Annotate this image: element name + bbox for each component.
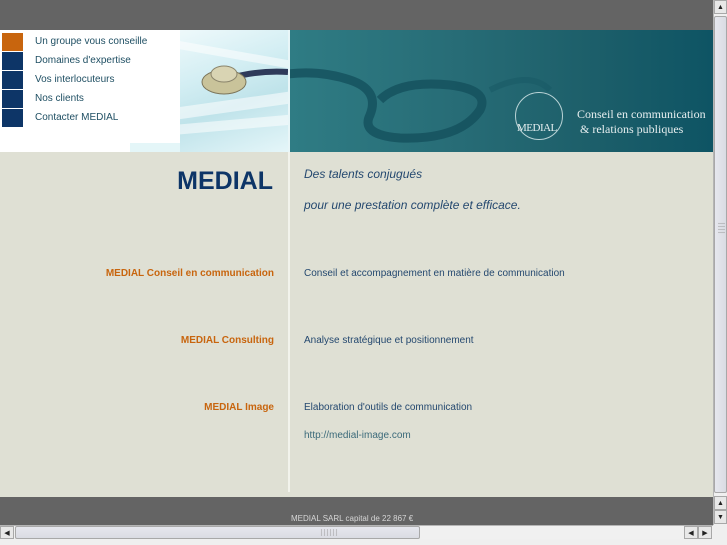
menu-item-groupe[interactable] xyxy=(0,32,178,51)
scroll-left-button[interactable] xyxy=(0,526,14,539)
menu-item-label: Vos interlocuteurs xyxy=(35,74,115,85)
service-desc-conseil: Conseil et accompagnement en matière de communication xyxy=(304,268,565,279)
menu-bullet-icon xyxy=(2,90,23,108)
arrow-left-icon: ◀ xyxy=(4,529,10,537)
scroll-right-button[interactable] xyxy=(698,526,712,539)
service-name-image: MEDIAL Image xyxy=(204,402,274,413)
footer-text: MEDIAL SARL capital de 22 867 € xyxy=(291,514,414,523)
arrow-up-icon: ▲ xyxy=(717,499,724,507)
stethoscope-image-icon xyxy=(180,30,288,152)
arrow-left-icon: ◀ xyxy=(688,529,694,537)
nav-menu xyxy=(0,30,180,152)
page-title: MEDIAL xyxy=(177,167,273,195)
menu-item-domaines[interactable] xyxy=(0,51,178,70)
arrow-right-icon: ▶ xyxy=(702,529,708,537)
banner-tagline xyxy=(577,107,706,137)
menu-item-label: Nos clients xyxy=(35,93,84,104)
menu-item-interlocuteurs[interactable] xyxy=(0,70,178,89)
menu-bullet-icon xyxy=(2,71,23,89)
grip-icon xyxy=(320,529,338,536)
horizontal-scrollbar[interactable] xyxy=(0,525,713,539)
service-name-conseil: MEDIAL Conseil en communication xyxy=(105,268,274,279)
scrollbar-corner xyxy=(713,525,727,545)
menu-item-contact[interactable] xyxy=(0,108,178,127)
menu-bullet-icon xyxy=(2,52,23,70)
menu-bullet-icon xyxy=(2,33,23,51)
content-divider xyxy=(288,152,290,492)
horizontal-scroll-thumb[interactable] xyxy=(15,526,420,539)
scroll-up-button[interactable] xyxy=(714,0,727,14)
service-desc-consulting: Analyse stratégique et positionnement xyxy=(304,335,474,346)
scroll-down-button[interactable] xyxy=(714,510,727,524)
logo-text: MEDIAL xyxy=(517,122,557,134)
scroll-up-button-bottom[interactable] xyxy=(714,496,727,510)
top-bar xyxy=(0,0,713,30)
vertical-scroll-thumb[interactable] xyxy=(714,16,727,493)
menu-item-label: Un groupe vous conseille xyxy=(35,36,148,47)
arrow-up-icon: ▲ xyxy=(717,3,724,11)
menu-item-label: Contacter MEDIAL xyxy=(35,112,119,123)
menu-item-label: Domaines d'expertise xyxy=(35,55,131,66)
banner-photo-light xyxy=(180,30,288,152)
grip-icon xyxy=(718,222,725,234)
tagline-line1: Conseil en communication xyxy=(577,107,706,121)
menu-decoration xyxy=(130,143,180,152)
menu-item-clients[interactable] xyxy=(0,89,178,108)
service-name-consulting: MEDIAL Consulting xyxy=(180,335,274,346)
arrow-down-icon: ▼ xyxy=(717,513,724,521)
tagline-line2: & relations publiques xyxy=(580,122,684,136)
menu-bullet-icon xyxy=(2,109,23,127)
intro-line1: Des talents conjugués xyxy=(304,167,423,181)
header xyxy=(0,30,713,152)
intro-line2: pour une prestation complète et efficace. xyxy=(304,198,521,212)
service-desc-image: Elaboration d'outils de communication xyxy=(304,402,473,413)
scroll-left-button-right[interactable] xyxy=(684,526,698,539)
medial-image-link[interactable]: http://medial-image.com xyxy=(304,430,411,441)
vertical-scrollbar[interactable] xyxy=(713,0,727,525)
footer xyxy=(0,497,713,525)
